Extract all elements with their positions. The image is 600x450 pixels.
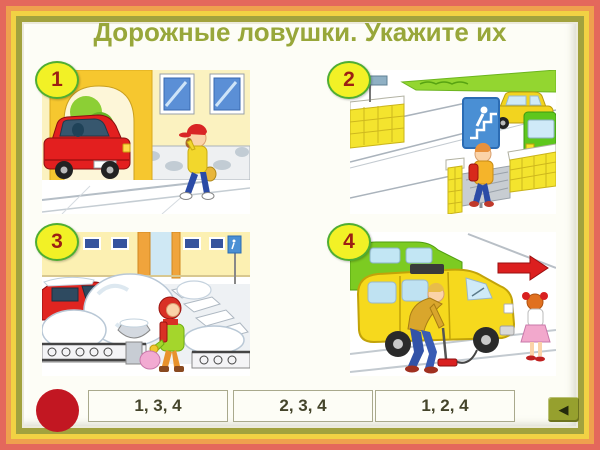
badge-number: 1 <box>51 68 63 91</box>
result-dot <box>36 389 79 432</box>
sidewalk <box>42 180 250 214</box>
badge-number: 2 <box>343 68 355 91</box>
answer-label: 1, 2, 4 <box>421 396 469 415</box>
badge-number: 4 <box>343 230 355 253</box>
window <box>210 74 244 114</box>
scene-card-2 <box>350 70 556 214</box>
answer-button-2[interactable] <box>233 390 373 422</box>
answer-label: 2, 3, 4 <box>279 396 327 415</box>
answer-label: 1, 3, 4 <box>134 396 182 415</box>
window <box>184 238 200 249</box>
back-button[interactable] <box>548 397 579 422</box>
scene-4-illustration <box>350 232 556 376</box>
window <box>112 238 128 249</box>
number-badge-3 <box>35 223 79 261</box>
back-arrow-icon: ◀ <box>558 402 569 417</box>
scene-2-illustration <box>350 70 556 214</box>
window <box>210 238 224 249</box>
scene-card-4 <box>350 232 556 376</box>
answer-button-3[interactable] <box>375 390 515 422</box>
answer-button-1[interactable] <box>88 390 228 422</box>
badge-number: 3 <box>51 230 63 253</box>
number-badge-1 <box>35 61 79 99</box>
number-badge-4 <box>327 223 371 261</box>
page-title: Дорожные ловушки. Укажите их <box>93 17 507 47</box>
window <box>84 238 100 249</box>
number-badge-2 <box>327 61 371 99</box>
window <box>160 74 194 114</box>
